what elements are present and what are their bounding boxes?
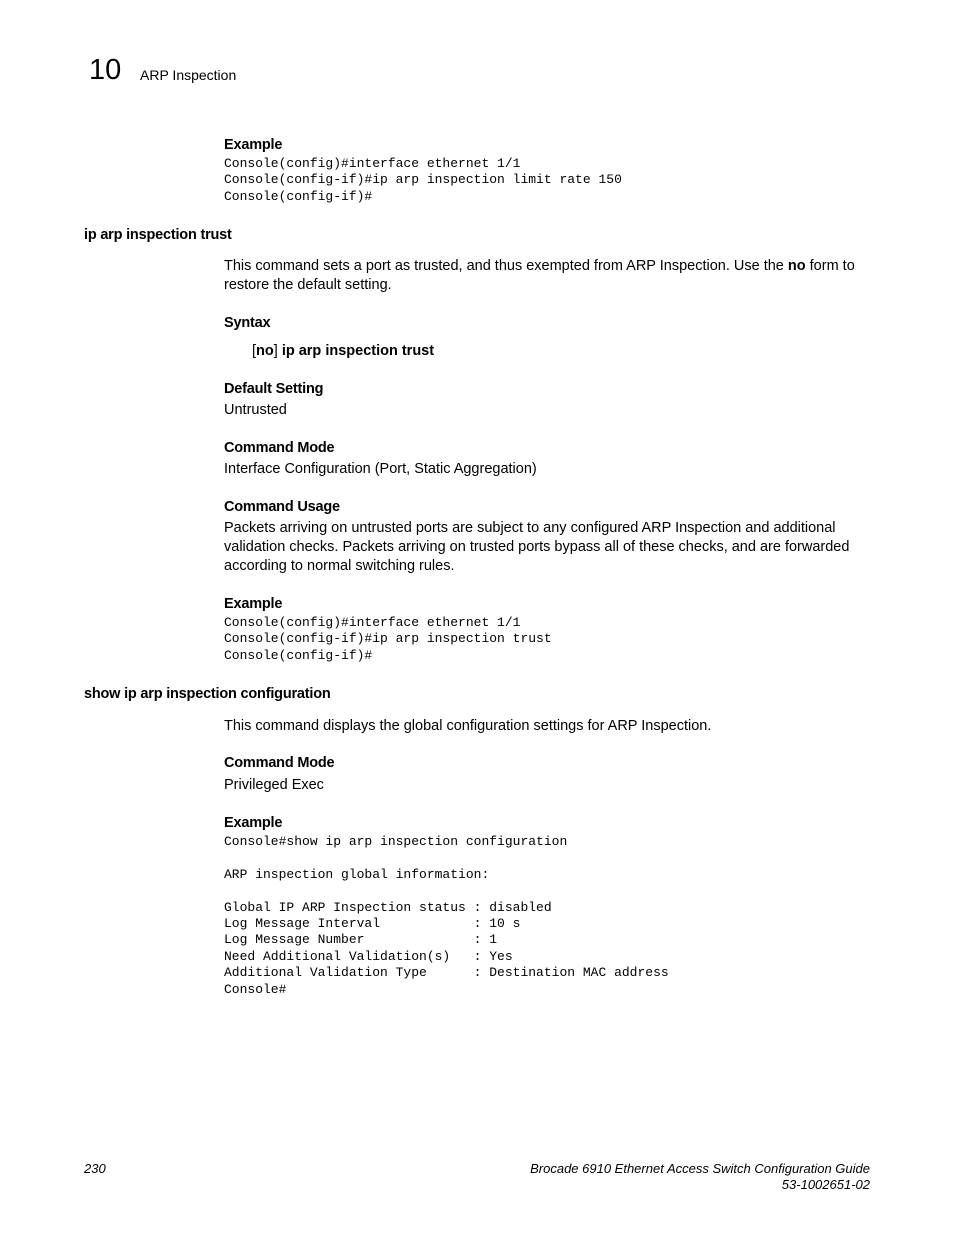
command-usage-heading: Command Usage	[224, 499, 340, 515]
default-setting-value: Untrusted	[224, 402, 287, 418]
command-mode-heading: Command Mode	[224, 440, 335, 456]
syntax-no: no	[256, 343, 274, 359]
footer-info	[530, 1161, 870, 1193]
description-text: This command sets a port as trusted, and thus exempted from ARP Inspection. Use the	[224, 258, 788, 274]
example-heading: Example	[224, 137, 283, 153]
command-mode-value: Interface Configuration (Port, Static Aggregation)	[224, 461, 537, 477]
syntax-line	[252, 342, 434, 360]
command-title: show ip arp inspection configuration	[84, 686, 331, 702]
example-heading: Example	[224, 596, 283, 612]
command-description	[224, 257, 874, 295]
no-keyword: no	[787, 258, 806, 274]
code-block: Console#show ip arp inspection configuration ARP inspection global information: Global IP ARP Inspection status : disabled Log Message Interval : 10 s Log Message Number : 1 Need Additional Validation(s) : Yes Additional Validation Type : Destination MAC address Console#	[224, 834, 669, 997]
page-number: 230	[84, 1161, 106, 1176]
code-block: Console(config)#interface ethernet 1/1 Console(config-if)#ip arp inspection limit rate 150 Console(config-if)#	[224, 156, 622, 204]
syntax-command: ip arp inspection trust	[281, 343, 435, 359]
command-title: ip arp inspection trust	[84, 227, 232, 243]
chapter-number: 10	[89, 54, 122, 86]
code-block: Console(config)#interface ethernet 1/1 Console(config-if)#ip arp inspection trust Console(config-if)#	[224, 615, 552, 663]
bracket-open: [	[252, 343, 257, 359]
command-mode-heading: Command Mode	[224, 755, 335, 771]
guide-title: Brocade 6910 Ethernet Access Switch Configuration Guide	[530, 1161, 870, 1176]
chapter-title: ARP Inspection	[140, 67, 237, 83]
default-setting-heading: Default Setting	[224, 381, 324, 397]
command-description: This command displays the global configuration settings for ARP Inspection.	[224, 718, 712, 734]
bracket-close: ]	[273, 343, 282, 359]
doc-number: 53-1002651-02	[781, 1177, 870, 1192]
command-mode-value: Privileged Exec	[224, 777, 324, 793]
syntax-heading: Syntax	[224, 315, 271, 331]
example-heading: Example	[224, 815, 283, 831]
command-usage-text: Packets arriving on untrusted ports are subject to any configured ARP Inspection and additional validation checks. Packets arriving on trusted ports bypass all of these checks, and are forwarded according to normal switching rules.	[224, 520, 850, 574]
description-text: form to restore the default setting.	[224, 258, 855, 293]
